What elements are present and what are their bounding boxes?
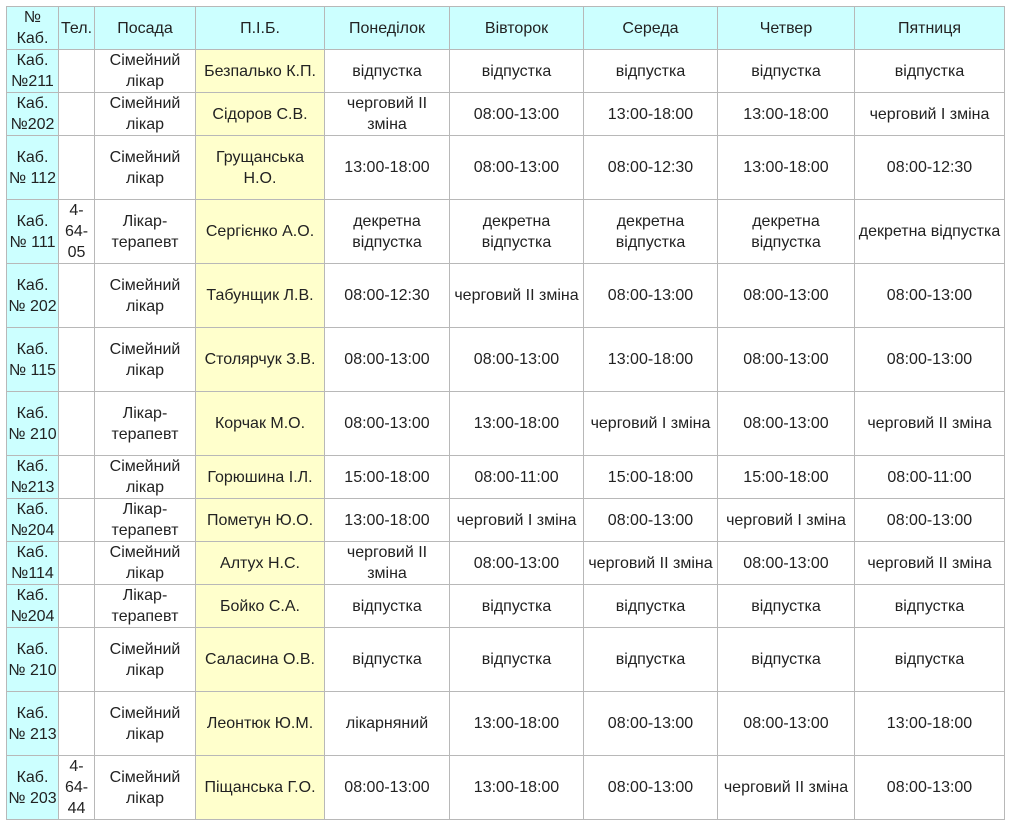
thursday-cell: відпустка [718,628,855,692]
name-cell: Піщанська Г.О. [196,756,325,820]
wednesday-cell: 08:00-13:00 [584,756,718,820]
position-cell: Сімейний лікар [95,93,196,136]
tuesday-cell: 08:00-13:00 [450,328,584,392]
monday-cell: відпустка [325,585,450,628]
wednesday-cell: черговий II зміна [584,542,718,585]
table-row [7,200,1005,264]
table-row [7,264,1005,328]
monday-cell: лікарняний [325,692,450,756]
phone-cell [59,542,95,585]
position-cell: Сімейний лікар [95,136,196,200]
table-row [7,50,1005,93]
name-cell: Пометун Ю.О. [196,499,325,542]
table-row [7,93,1005,136]
table-row [7,756,1005,820]
thursday-cell: 13:00-18:00 [718,136,855,200]
phone-cell [59,456,95,499]
cabinet-cell: Каб. №202 [7,93,59,136]
name-cell: Бойко С.А. [196,585,325,628]
phone-cell [59,499,95,542]
thursday-cell: черговий I зміна [718,499,855,542]
name-cell: Алтух Н.С. [196,542,325,585]
phone-cell [59,50,95,93]
friday-cell: 08:00-13:00 [855,328,1005,392]
tuesday-cell: черговий I зміна [450,499,584,542]
cabinet-cell: Каб. №114 [7,542,59,585]
thursday-cell: відпустка [718,585,855,628]
phone-cell [59,264,95,328]
wednesday-cell: відпустка [584,585,718,628]
header-wednesday: Середа [584,7,718,50]
cabinet-cell: Каб. № 210 [7,392,59,456]
position-cell: Сімейний лікар [95,264,196,328]
thursday-cell: 13:00-18:00 [718,93,855,136]
tuesday-cell: відпустка [450,585,584,628]
monday-cell: відпустка [325,50,450,93]
friday-cell: 08:00-13:00 [855,499,1005,542]
thursday-cell: декретна відпустка [718,200,855,264]
name-cell: Сідоров С.В. [196,93,325,136]
phone-cell [59,93,95,136]
friday-cell: відпустка [855,585,1005,628]
wednesday-cell: 08:00-13:00 [584,499,718,542]
name-cell: Саласина О.В. [196,628,325,692]
friday-cell: декретна відпустка [855,200,1005,264]
phone-cell: 4-64-05 [59,200,95,264]
wednesday-cell: 13:00-18:00 [584,328,718,392]
header-position: Посада [95,7,196,50]
position-cell: Сімейний лікар [95,628,196,692]
phone-cell [59,692,95,756]
name-cell: Корчак М.О. [196,392,325,456]
wednesday-cell: відпустка [584,50,718,93]
thursday-cell: черговий II зміна [718,756,855,820]
cabinet-cell: Каб. № 112 [7,136,59,200]
monday-cell: 15:00-18:00 [325,456,450,499]
monday-cell: 08:00-13:00 [325,328,450,392]
tuesday-cell: відпустка [450,628,584,692]
phone-cell [59,136,95,200]
table-row [7,136,1005,200]
tuesday-cell: 13:00-18:00 [450,756,584,820]
monday-cell: декретна відпустка [325,200,450,264]
wednesday-cell: 08:00-12:30 [584,136,718,200]
position-cell: Сімейний лікар [95,756,196,820]
table-row [7,692,1005,756]
position-cell: Сімейний лікар [95,456,196,499]
tuesday-cell: черговий II зміна [450,264,584,328]
tuesday-cell: 08:00-13:00 [450,542,584,585]
friday-cell: відпустка [855,50,1005,93]
tuesday-cell: 13:00-18:00 [450,392,584,456]
header-name: П.І.Б. [196,7,325,50]
tuesday-cell: 08:00-13:00 [450,93,584,136]
friday-cell: черговий I зміна [855,93,1005,136]
position-cell: Сімейний лікар [95,692,196,756]
cabinet-cell: Каб. № 213 [7,692,59,756]
thursday-cell: 15:00-18:00 [718,456,855,499]
cabinet-cell: Каб. № 111 [7,200,59,264]
position-cell: Лікар-терапевт [95,392,196,456]
friday-cell: 08:00-12:30 [855,136,1005,200]
wednesday-cell: 13:00-18:00 [584,93,718,136]
name-cell: Табунщик Л.В. [196,264,325,328]
friday-cell: 08:00-13:00 [855,756,1005,820]
table-row [7,499,1005,542]
cabinet-cell: Каб. №204 [7,499,59,542]
doctor-schedule-table [6,6,1005,820]
wednesday-cell: 15:00-18:00 [584,456,718,499]
header-phone: Тел. [59,7,95,50]
thursday-cell: відпустка [718,50,855,93]
position-cell: Сімейний лікар [95,328,196,392]
monday-cell: 08:00-13:00 [325,756,450,820]
table-row [7,542,1005,585]
name-cell: Грущанська Н.О. [196,136,325,200]
phone-cell: 4-64-44 [59,756,95,820]
table-row [7,392,1005,456]
tuesday-cell: декретна відпустка [450,200,584,264]
tuesday-cell: 13:00-18:00 [450,692,584,756]
cabinet-cell: Каб. № 203 [7,756,59,820]
tuesday-cell: 08:00-13:00 [450,136,584,200]
position-cell: Лікар-терапевт [95,585,196,628]
name-cell: Сергієнко А.О. [196,200,325,264]
header-row [7,7,1005,50]
monday-cell: 08:00-13:00 [325,392,450,456]
header-friday: Пятниця [855,7,1005,50]
friday-cell: 08:00-13:00 [855,264,1005,328]
wednesday-cell: черговий I зміна [584,392,718,456]
phone-cell [59,585,95,628]
cabinet-cell: Каб. № 115 [7,328,59,392]
table-row [7,456,1005,499]
cabinet-cell: Каб. №211 [7,50,59,93]
table-row [7,328,1005,392]
header-thursday: Четвер [718,7,855,50]
monday-cell: черговий II зміна [325,93,450,136]
table-row [7,585,1005,628]
wednesday-cell: 08:00-13:00 [584,692,718,756]
header-cabinet: № Каб. [7,7,59,50]
name-cell: Леонтюк Ю.М. [196,692,325,756]
cabinet-cell: Каб. №213 [7,456,59,499]
tuesday-cell: відпустка [450,50,584,93]
name-cell: Безпалько К.П. [196,50,325,93]
cabinet-cell: Каб. № 210 [7,628,59,692]
friday-cell: 13:00-18:00 [855,692,1005,756]
wednesday-cell: 08:00-13:00 [584,264,718,328]
wednesday-cell: декретна відпустка [584,200,718,264]
monday-cell: черговий II зміна [325,542,450,585]
friday-cell: черговий II зміна [855,392,1005,456]
phone-cell [59,628,95,692]
monday-cell: 13:00-18:00 [325,136,450,200]
thursday-cell: 08:00-13:00 [718,328,855,392]
cabinet-cell: Каб. №204 [7,585,59,628]
position-cell: Лікар-терапевт [95,499,196,542]
thursday-cell: 08:00-13:00 [718,392,855,456]
position-cell: Сімейний лікар [95,50,196,93]
friday-cell: черговий II зміна [855,542,1005,585]
position-cell: Сімейний лікар [95,542,196,585]
monday-cell: 08:00-12:30 [325,264,450,328]
name-cell: Горюшина І.Л. [196,456,325,499]
header-monday: Понеділок [325,7,450,50]
monday-cell: 13:00-18:00 [325,499,450,542]
wednesday-cell: відпустка [584,628,718,692]
monday-cell: відпустка [325,628,450,692]
thursday-cell: 08:00-13:00 [718,542,855,585]
position-cell: Лікар-терапевт [95,200,196,264]
phone-cell [59,328,95,392]
thursday-cell: 08:00-13:00 [718,264,855,328]
tuesday-cell: 08:00-11:00 [450,456,584,499]
thursday-cell: 08:00-13:00 [718,692,855,756]
friday-cell: 08:00-11:00 [855,456,1005,499]
table-row [7,628,1005,692]
friday-cell: відпустка [855,628,1005,692]
schedule-wrapper [6,6,1005,820]
header-tuesday: Вівторок [450,7,584,50]
cabinet-cell: Каб. № 202 [7,264,59,328]
name-cell: Столярчук З.В. [196,328,325,392]
phone-cell [59,392,95,456]
